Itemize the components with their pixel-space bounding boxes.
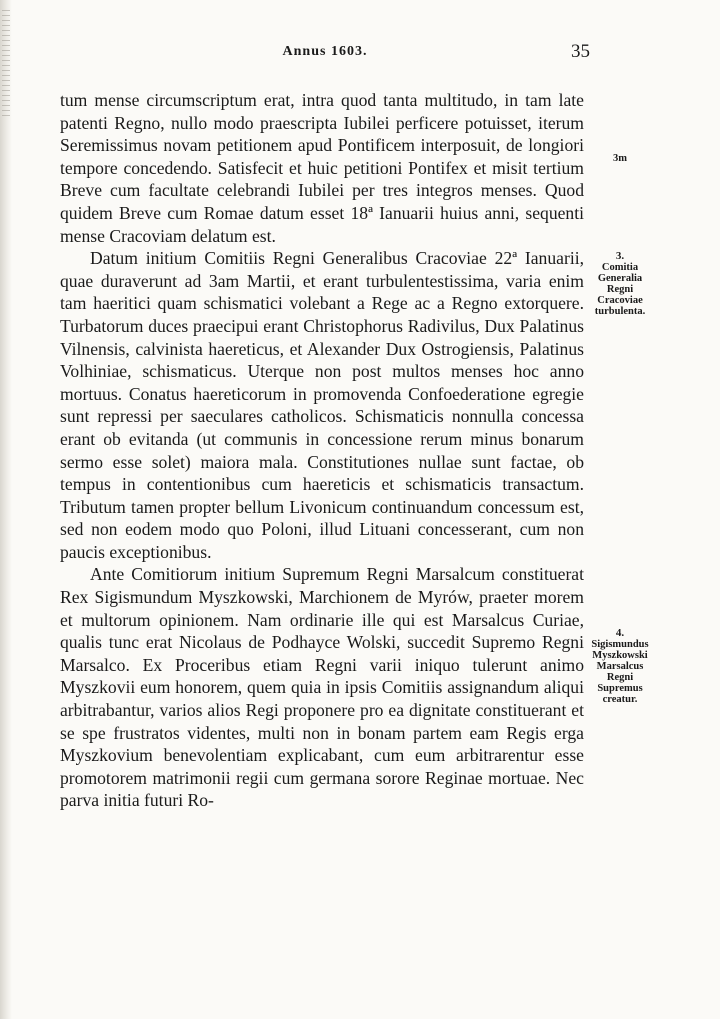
page-number: 35 bbox=[571, 41, 590, 62]
marginal-note-1-text: 3m bbox=[613, 153, 627, 164]
paragraph-1: tum mense circumscriptum erat, intra quod tanta multitudo, in tam late patenti Regno, nullo modo praescripta Iubilei perficere potuisset, iterum Seremissimus novam petitionem apud Pontificem interposuit, de longiori tempore concedendo. Satisfecit et huic petitioni Pontifex et misit tertium Breve cum facultate celebrandi Iubilei per tres integros menses. Quod quidem Breve cum Romae datum esset 18ª Ianuarii huius anni, sequenti mense Cracoviam delatum est. bbox=[60, 90, 584, 246]
paragraph-3: Ante Comitiorum initium Supremum Regni Marsalcum constituerat Rex Sigismundum Myszkowski, Marchionem de Myrów, praeter morem et multorum opinionem. Nam ordinarie ille qui est Marsalcus Curiae, qualis tunc erat Nicolaus de Podhayce Wolski, succedit Supremo Regni Marsalco. Ex Proceribus etiam Regni varii iniquo tulerunt animo Myszkovii eum honorem, quem quia in ipsis Comitiis assignandum aliqui arbitrabantur, varios alios Regi proponere pro ea dignitate constituerant et se spe frustratos videntes, multi non in bonam partem eam Regis erga Myszkovium benevolentiam explicabant, cum eum arbitrarentur esse promotorem matrimonii regii cum germana sorore Reginae mortuae. Nec parva initia futuri Ro- bbox=[60, 564, 584, 811]
marginal-note-3 bbox=[588, 628, 652, 705]
running-head bbox=[60, 41, 590, 74]
page-edge-shadow bbox=[0, 0, 12, 1019]
running-head-title: Annus 1603. bbox=[282, 44, 368, 59]
marginal-note-1 bbox=[588, 153, 652, 164]
marginal-note-3-number: 4. bbox=[615, 627, 625, 639]
marginal-note-2-number: 3. bbox=[615, 250, 625, 262]
marginal-note-2 bbox=[588, 251, 652, 317]
main-text bbox=[60, 89, 584, 812]
marginal-note-3-text: Sigismundus Myszkowski Marsalcus Regni Supremus creatur. bbox=[591, 639, 649, 705]
page-edge-speckle bbox=[2, 10, 10, 120]
marginal-note-2-text: Comitia Generalia Regni Cracoviae turbulenta. bbox=[594, 262, 646, 317]
paragraph-2: Datum initium Comitiis Regni Generalibus Cracoviae 22ª Ianuarii, quae duraverunt ad 3am Martii, et erant turbulentestissima, varia enim tam haeritici quam schismatici volebant a Rege ac a Regno extorquere. Turbatorum duces praecipui erant Christophorus Radivilus, Dux Palatinus Vilnensis, calvinista haereticus, et Alexander Dux Ostrogiensis, Palatinus Volhiniae, schismaticus. Uterque non post multos menses hoc anno mortuus. Conatus haereticorum in promovenda Confoederatione egregie sunt repressi per saeculares catholicos. Schismaticis nonnulla concessa erant ob evitanda (ut communis in concessione rerum minus bonarum sermo esse solet) maiora mala. Constitutiones nullae sunt factae, ob tempus in contentionibus cum haereticis et schismaticis transactum. Tributum tamen propter bellum Livonicum continuandum concessum est, sed non eodem modo quo Poloni, illud Lituani concesserant, cum non paucis exceptionibus. bbox=[60, 248, 584, 562]
